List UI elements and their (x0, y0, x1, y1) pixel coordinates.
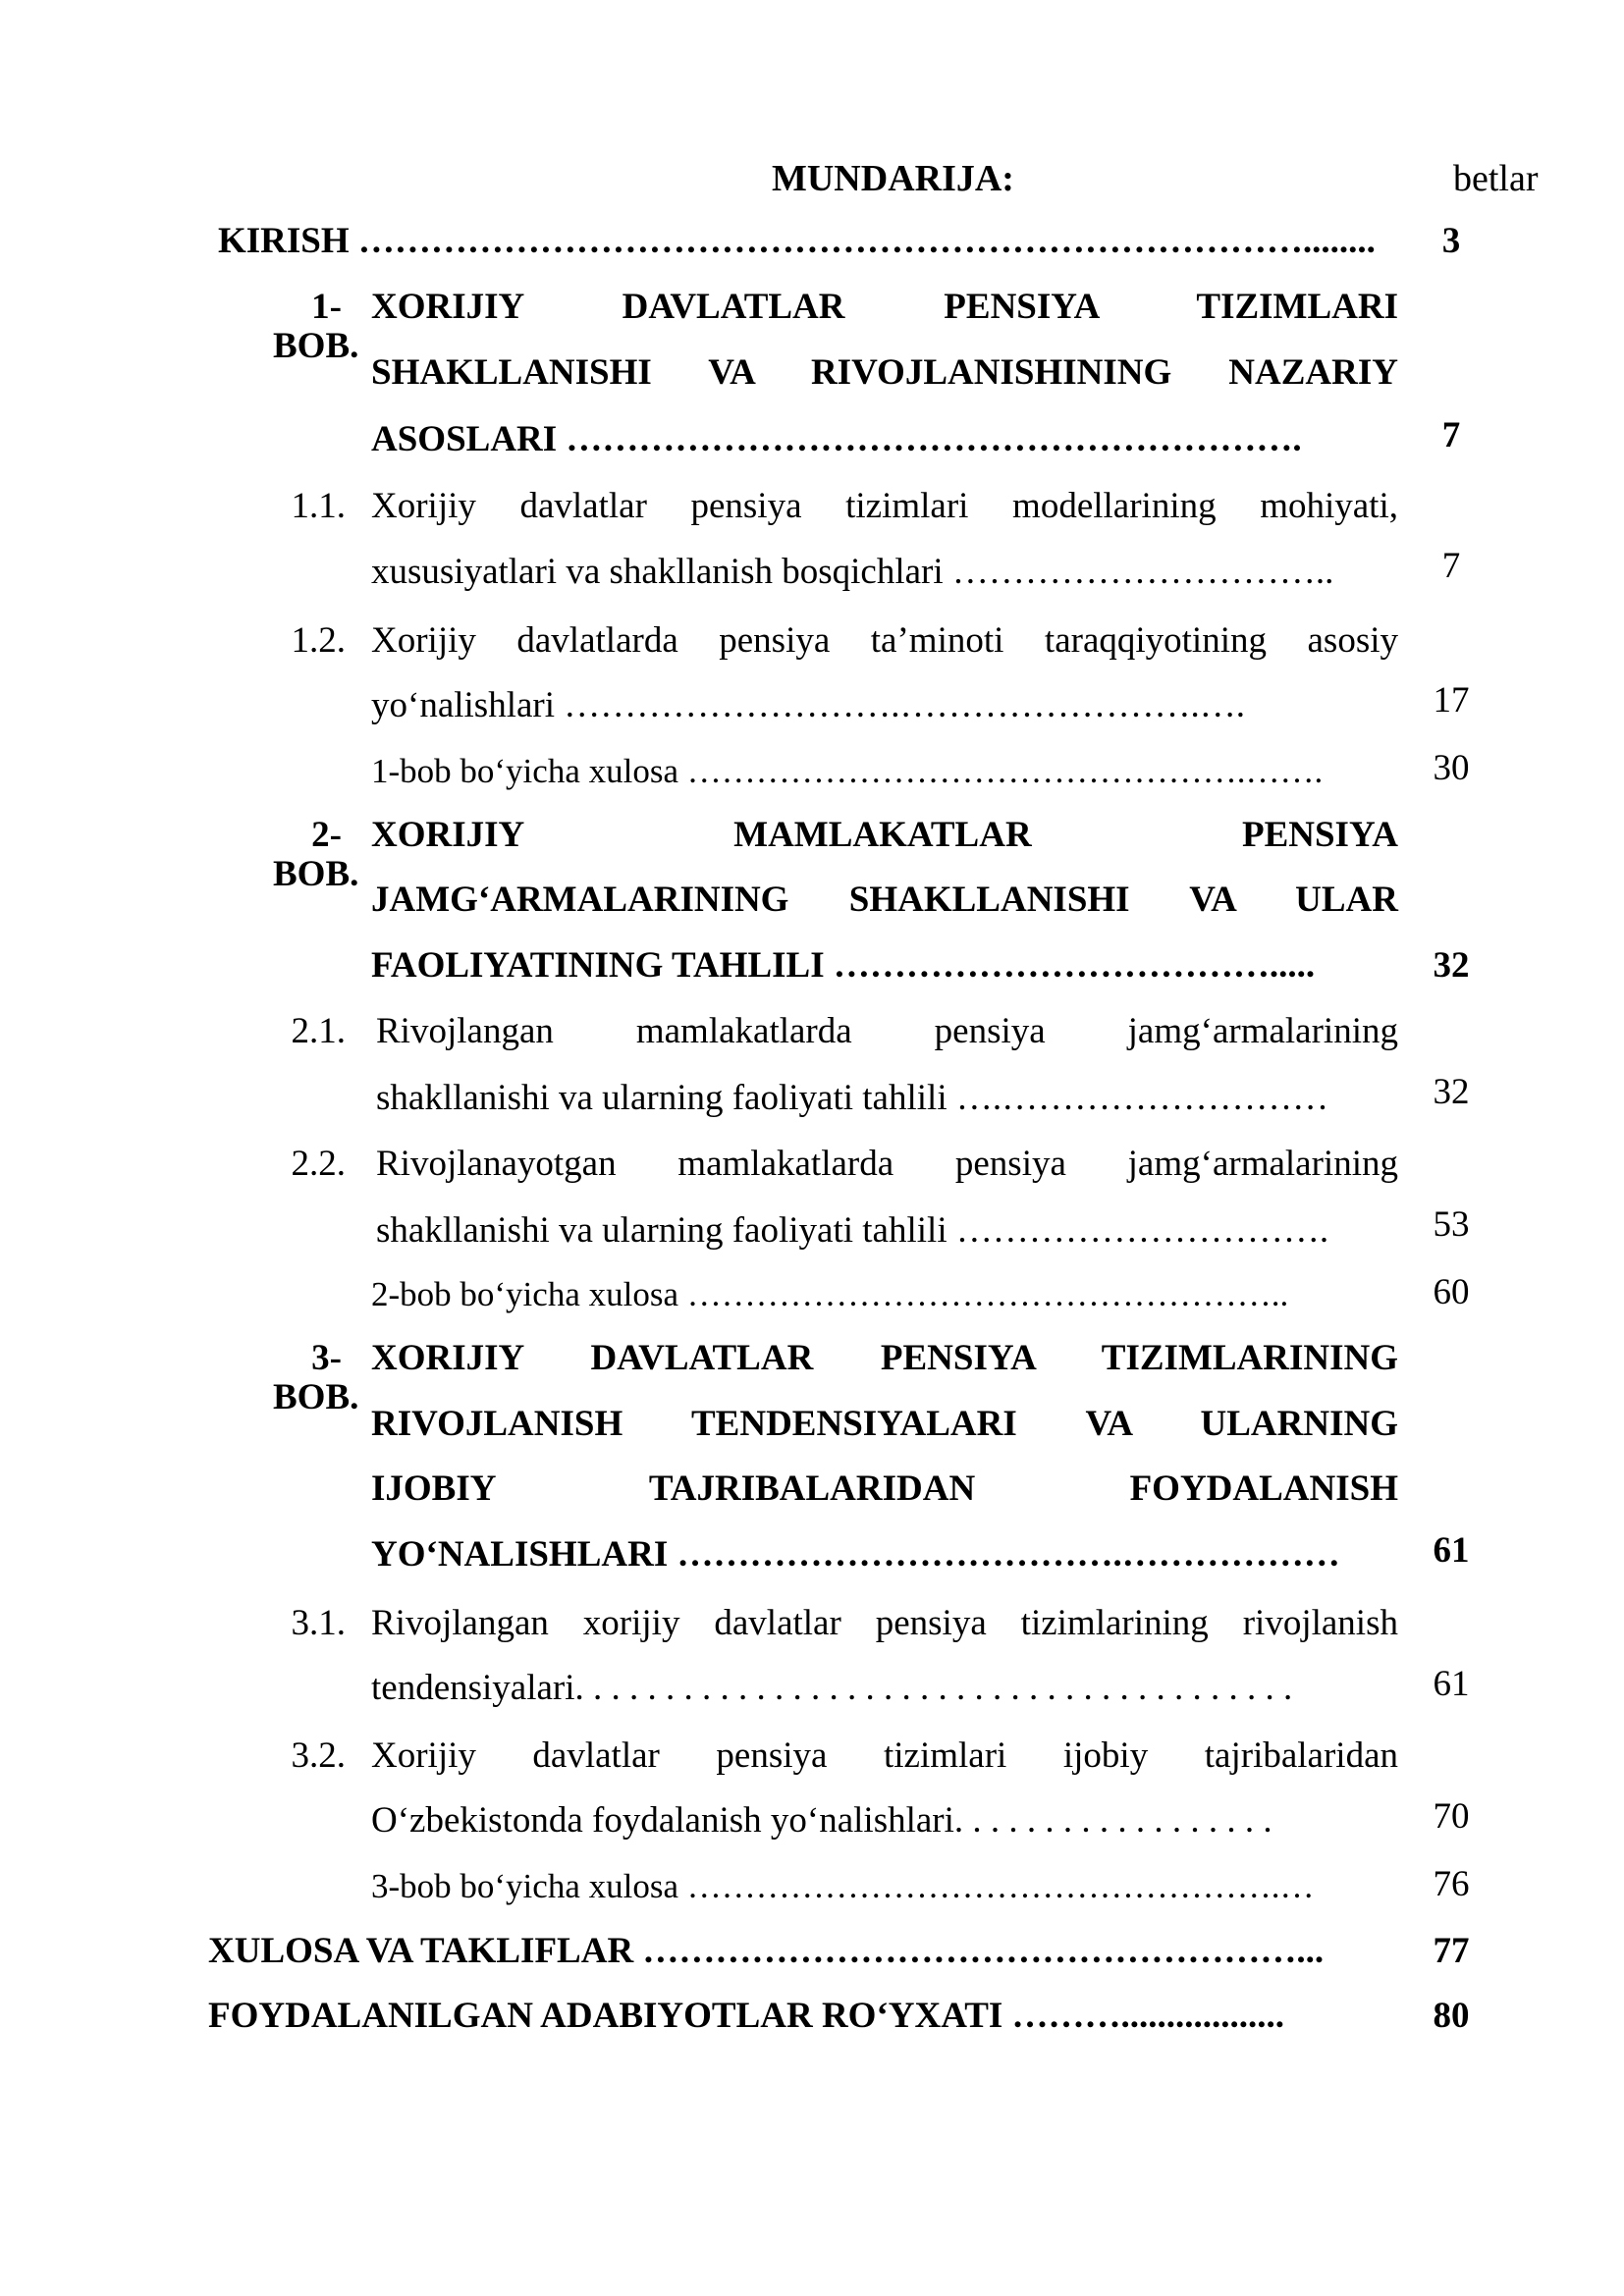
page-number: 7 (1441, 546, 1461, 586)
page-number: 30 (1433, 748, 1470, 788)
page-number: 61 (1433, 1530, 1470, 1571)
section-number: 3.1. (291, 1603, 346, 1643)
chapter-number: 2-BOB. (273, 815, 359, 894)
section-title-line: tendensiyalari. . . . . . . . . . . . . . . . . . . . . . . . . . . . . . . . . . . . . . . . (371, 1668, 1293, 1708)
section-title-line: Xorijiy davlatlarda pensiya ta’minoti taraqqiyotining asosiy (371, 620, 1398, 661)
chapter-title-line: XORIJIY DAVLATLAR PENSIYA TIZIMLARINING (371, 1338, 1398, 1378)
toc-entry-references: FOYDALANILGAN ADABIYOTLAR RO‘YXATI ……….................. (208, 1996, 1285, 2036)
page-number: 70 (1433, 1796, 1470, 1837)
chapter-title-line: XORIJIY DAVLATLAR PENSIYA TIZIMLARI (371, 287, 1398, 327)
chapter-title-line: FAOLIYATINING TAHLILI ………………………………..... (371, 945, 1316, 986)
toc-entry-intro (218, 222, 1376, 261)
page-number: 32 (1433, 1072, 1470, 1112)
section-number: 2.1. (291, 1011, 346, 1051)
chapter-summary: 1-bob bo‘yicha xulosa ………………………………………….……. (371, 752, 1324, 790)
pages-column-header: betlar (1453, 158, 1539, 199)
section-title-line: Xorijiy davlatlar pensiya tizimlari modellarining mohiyati, (371, 486, 1398, 526)
page-number: 60 (1433, 1272, 1470, 1312)
chapter-number: 3-BOB. (273, 1338, 359, 1417)
page-number: 3 (1441, 221, 1461, 261)
chapter-title-line: SHAKLLANISHI VA RIVOJLANISHINING NAZARIY (371, 352, 1398, 393)
page-number: 61 (1433, 1664, 1470, 1704)
page-number: 17 (1433, 680, 1470, 721)
section-title-line: Rivojlangan mamlakatlarda pensiya jamg‘armalarining (376, 1011, 1398, 1051)
section-title-line: Xorijiy davlatlar pensiya tizimlari ijobiy tajribalaridan (371, 1735, 1398, 1776)
section-title-line: shakllanishi va ularning faoliyati tahlili …………………………. (376, 1210, 1329, 1251)
section-number: 2.2. (291, 1144, 346, 1184)
page-number: 76 (1433, 1864, 1470, 1904)
entry-label: KIRISH (218, 221, 350, 261)
entry-leader: ……………………………………………………………………........ (349, 221, 1376, 261)
page-number: 80 (1433, 1996, 1470, 2036)
chapter-title-line: IJOBIY TAJRIBALARIDAN FOYDALANISH (371, 1468, 1398, 1509)
section-number: 3.2. (291, 1735, 346, 1776)
section-title-line: Rivojlangan xorijiy davlatlar pensiya tizimlarining rivojlanish (371, 1603, 1398, 1643)
section-number: 1.1. (291, 486, 346, 526)
chapter-title-line: JAMG‘ARMALARINING SHAKLLANISHI VA ULAR (371, 880, 1398, 920)
section-title-line: yo‘nalishlari ……………………….…………………….…. (371, 685, 1246, 725)
toc-entry-conclusions: XULOSA VA TAKLIFLAR ………………………………………………... (208, 1931, 1325, 1971)
page-number: 32 (1433, 945, 1470, 986)
section-number: 1.2. (291, 620, 346, 661)
chapter-summary: 2-bob bo‘yicha xulosa …………………………………………….. (371, 1275, 1289, 1313)
chapter-number: 1-BOB. (273, 287, 359, 366)
section-title-line: shakllanishi va ularning faoliyati tahlili ….……………………… (376, 1078, 1329, 1118)
chapter-title-line: YO‘NALISHLARI ……………………………….……………… (371, 1534, 1340, 1575)
section-title-line: xususiyatlari va shakllanish bosqichlari ………………………….. (371, 552, 1334, 592)
chapter-title-line: RIVOJLANISH TENDENSIYALARI VA ULARNING (371, 1404, 1398, 1444)
page-number: 53 (1433, 1204, 1470, 1245)
toc-title: MUNDARIJA: (772, 158, 1014, 199)
chapter-title-line: XORIJIY MAMLAKATLAR PENSIYA (371, 815, 1398, 855)
chapter-summary: 3-bob bo‘yicha xulosa …………………………………………….… (371, 1867, 1315, 1905)
page-number: 7 (1441, 415, 1461, 455)
page-number: 77 (1433, 1931, 1470, 1971)
chapter-title-line: ASOSLARI ……………………………………………………. (371, 419, 1302, 459)
section-title-line: Rivojlanayotgan mamlakatlarda pensiya jamg‘armalarining (376, 1144, 1398, 1184)
section-title-line: O‘zbekistonda foydalanish yo‘nalishlari. . . . . . . . . . . . . . . . . . (371, 1800, 1272, 1841)
